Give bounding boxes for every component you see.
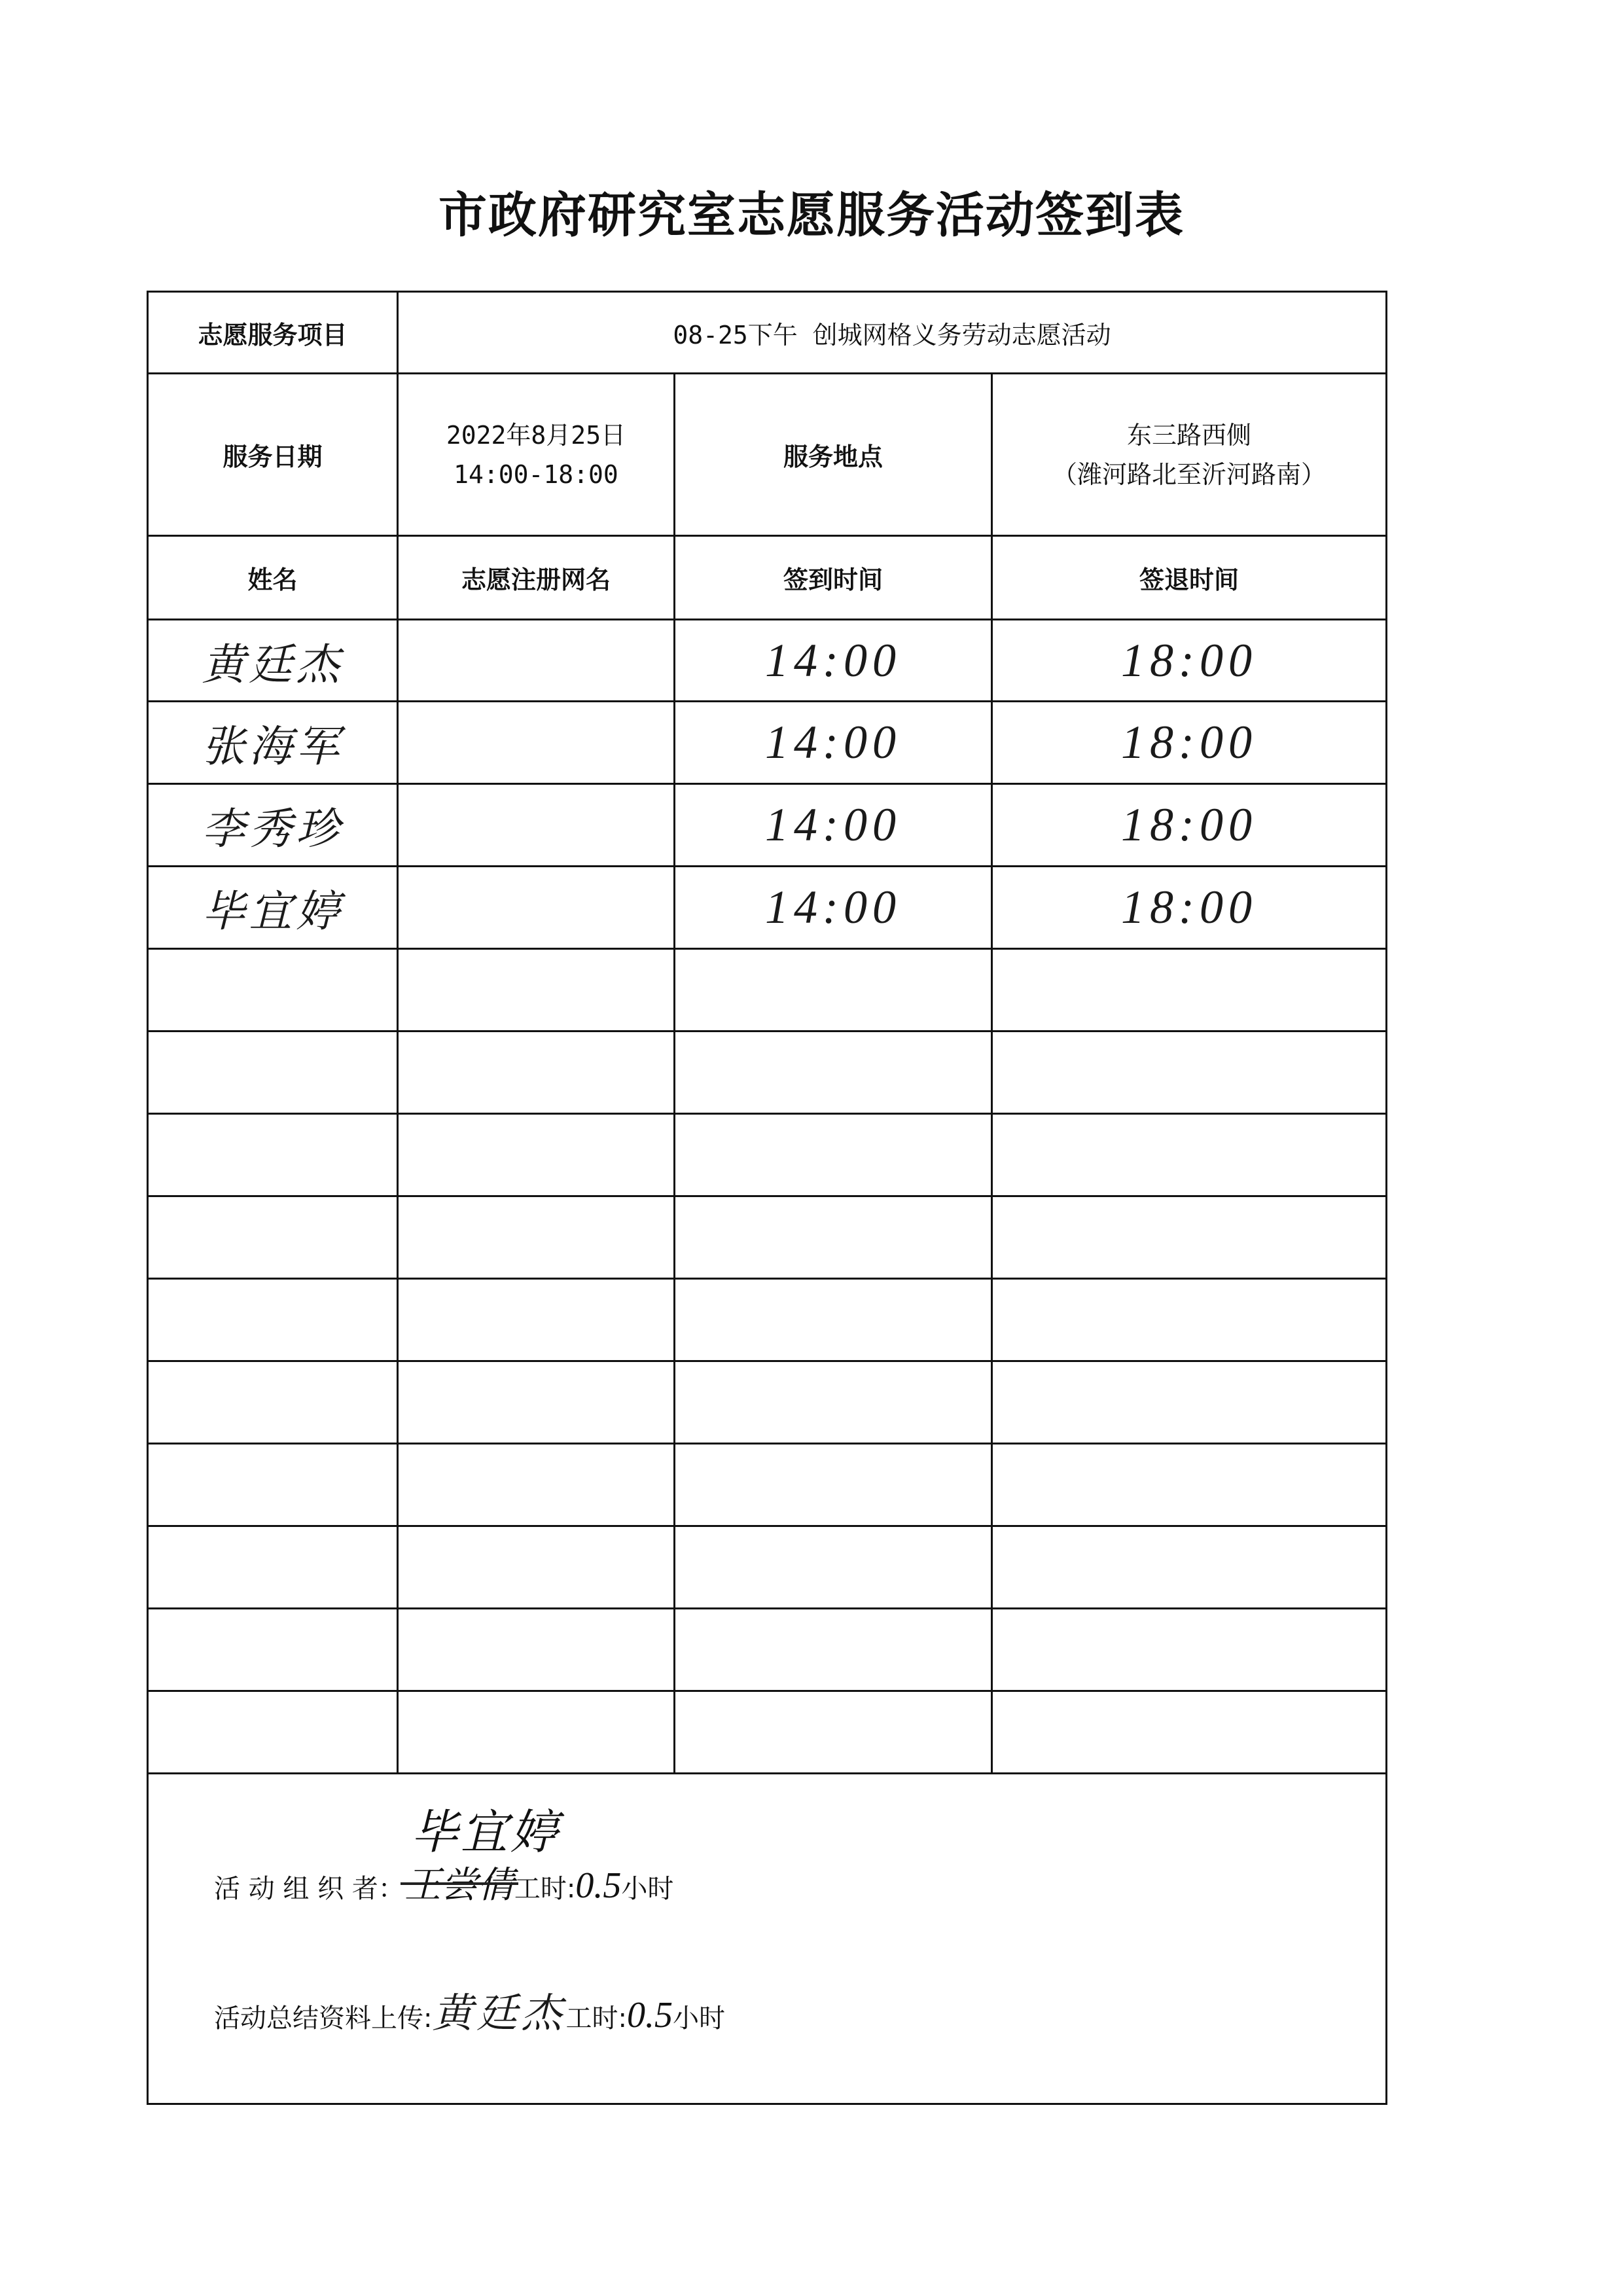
empty-cell bbox=[398, 1114, 675, 1196]
column-header-row bbox=[148, 536, 1387, 620]
service-place-line1: 东三路西侧 bbox=[1126, 420, 1251, 450]
empty-cell bbox=[398, 1691, 675, 1774]
empty-cell bbox=[398, 1196, 675, 1279]
service-place-value bbox=[992, 374, 1387, 536]
handwritten-sign-out: 18:00 bbox=[1121, 881, 1257, 933]
handwritten-name: 张海军 bbox=[202, 721, 344, 772]
sign-out-cell bbox=[992, 620, 1387, 702]
net-name-cell bbox=[398, 784, 675, 867]
empty-cell bbox=[992, 1031, 1387, 1114]
empty-cell bbox=[398, 1279, 675, 1361]
empty-cell bbox=[675, 1526, 992, 1609]
empty-cell bbox=[398, 1444, 675, 1526]
empty-cell bbox=[148, 949, 398, 1031]
sign-in-cell bbox=[675, 620, 992, 702]
empty-cell bbox=[675, 1196, 992, 1279]
handwritten-sign-in: 14:00 bbox=[765, 716, 901, 768]
empty-cell bbox=[398, 1526, 675, 1609]
handwritten-sign-out: 18:00 bbox=[1121, 716, 1257, 768]
empty-cell bbox=[148, 1031, 398, 1114]
empty-cell bbox=[148, 1526, 398, 1609]
net-name-cell bbox=[398, 867, 675, 949]
empty-cell bbox=[675, 1031, 992, 1114]
handwritten-name: 李秀珍 bbox=[202, 804, 344, 854]
sign-in-table bbox=[147, 291, 1387, 2105]
sign-out-cell bbox=[992, 867, 1387, 949]
organizer-struck-name: 王尝倩 bbox=[404, 1856, 514, 1909]
empty-cell bbox=[992, 1444, 1387, 1526]
col-header-net-name: 志愿注册网名 bbox=[398, 536, 675, 620]
empty-cell bbox=[675, 1361, 992, 1444]
handwritten-sign-in: 14:00 bbox=[765, 634, 901, 687]
empty-cell bbox=[148, 1361, 398, 1444]
empty-cell bbox=[148, 1609, 398, 1691]
empty-cell bbox=[148, 1196, 398, 1279]
empty-row bbox=[148, 1609, 1387, 1691]
empty-row bbox=[148, 1031, 1387, 1114]
empty-row bbox=[148, 1526, 1387, 1609]
summary-label: 活动总结资料上传: bbox=[214, 2003, 433, 2034]
handwritten-sign-out: 18:00 bbox=[1121, 798, 1257, 851]
empty-cell bbox=[675, 1279, 992, 1361]
empty-cell bbox=[992, 1196, 1387, 1279]
empty-cell bbox=[992, 1114, 1387, 1196]
empty-row bbox=[148, 949, 1387, 1031]
footer-cell bbox=[148, 1774, 1387, 2104]
summary-line bbox=[214, 1981, 725, 2039]
sign-out-cell bbox=[992, 702, 1387, 784]
summary-hours: 0.5 bbox=[626, 1995, 673, 2036]
empty-cell bbox=[992, 1526, 1387, 1609]
empty-cell bbox=[992, 1691, 1387, 1774]
empty-cell bbox=[992, 949, 1387, 1031]
empty-cell bbox=[675, 949, 992, 1031]
handwritten-name: 毕宜婷 bbox=[202, 886, 344, 937]
empty-cell bbox=[675, 1609, 992, 1691]
service-place-label: 服务地点 bbox=[675, 374, 992, 536]
empty-cell bbox=[992, 1279, 1387, 1361]
service-place-line2: （潍河路北至沂河路南） bbox=[1052, 459, 1326, 489]
sign-in-cell bbox=[675, 702, 992, 784]
empty-cell bbox=[148, 1114, 398, 1196]
page-title: 市政府研究室志愿服务活动签到表 bbox=[438, 187, 1185, 243]
empty-row bbox=[148, 1196, 1387, 1279]
project-label: 志愿服务项目 bbox=[148, 292, 398, 374]
organizer-hours: 0.5 bbox=[575, 1865, 622, 1906]
empty-row bbox=[148, 1114, 1387, 1196]
table-row bbox=[148, 702, 1387, 784]
table-row bbox=[148, 784, 1387, 867]
service-date-label: 服务日期 bbox=[148, 374, 398, 536]
name-cell bbox=[148, 702, 398, 784]
handwritten-sign-out: 18:00 bbox=[1121, 634, 1257, 687]
footer-row bbox=[148, 1774, 1387, 2104]
sign-in-cell bbox=[675, 784, 992, 867]
organizer-line bbox=[214, 1804, 674, 1909]
name-cell bbox=[148, 784, 398, 867]
organizer-hours-unit: 小时 bbox=[621, 1874, 674, 1904]
name-cell bbox=[148, 620, 398, 702]
empty-cell bbox=[148, 1691, 398, 1774]
summary-hours-label: 工时: bbox=[565, 2003, 627, 2034]
service-date-value bbox=[398, 374, 675, 536]
summary-signature: 黄廷杰 bbox=[432, 1989, 566, 2037]
empty-row bbox=[148, 1279, 1387, 1361]
empty-cell bbox=[398, 1361, 675, 1444]
name-cell bbox=[148, 867, 398, 949]
handwritten-sign-in: 14:00 bbox=[765, 798, 901, 851]
table-row bbox=[148, 867, 1387, 949]
sign-in-cell bbox=[675, 867, 992, 949]
project-value: 08-25下午 创城网格义务劳动志愿活动 bbox=[398, 292, 1387, 374]
empty-cell bbox=[398, 949, 675, 1031]
empty-cell bbox=[398, 1609, 675, 1691]
net-name-cell bbox=[398, 702, 675, 784]
summary-hours-unit: 小时 bbox=[672, 2003, 725, 2034]
net-name-cell bbox=[398, 620, 675, 702]
service-date-line1: 2022年8月25日 bbox=[446, 420, 626, 450]
handwritten-sign-in: 14:00 bbox=[765, 881, 901, 933]
empty-row bbox=[148, 1361, 1387, 1444]
col-header-sign-out: 签退时间 bbox=[992, 536, 1387, 620]
organizer-written-name: 毕宜婷 bbox=[410, 1804, 560, 1859]
organizer-label: 活 动 组 织 者： bbox=[214, 1874, 404, 1904]
handwritten-name: 黄廷杰 bbox=[202, 639, 344, 690]
empty-cell bbox=[992, 1361, 1387, 1444]
empty-cell bbox=[148, 1444, 398, 1526]
empty-cell bbox=[992, 1609, 1387, 1691]
sign-out-cell bbox=[992, 784, 1387, 867]
col-header-name: 姓名 bbox=[148, 536, 398, 620]
empty-row bbox=[148, 1691, 1387, 1774]
empty-cell bbox=[148, 1279, 398, 1361]
empty-cell bbox=[675, 1114, 992, 1196]
organizer-hours-label: 工时: bbox=[514, 1874, 576, 1904]
empty-cell bbox=[398, 1031, 675, 1114]
project-row bbox=[148, 292, 1387, 374]
empty-row bbox=[148, 1444, 1387, 1526]
empty-cell bbox=[675, 1444, 992, 1526]
table-row bbox=[148, 620, 1387, 702]
col-header-sign-in: 签到时间 bbox=[675, 536, 992, 620]
empty-cell bbox=[675, 1691, 992, 1774]
service-date-line2: 14:00-18:00 bbox=[454, 459, 618, 489]
date-place-row bbox=[148, 374, 1387, 536]
